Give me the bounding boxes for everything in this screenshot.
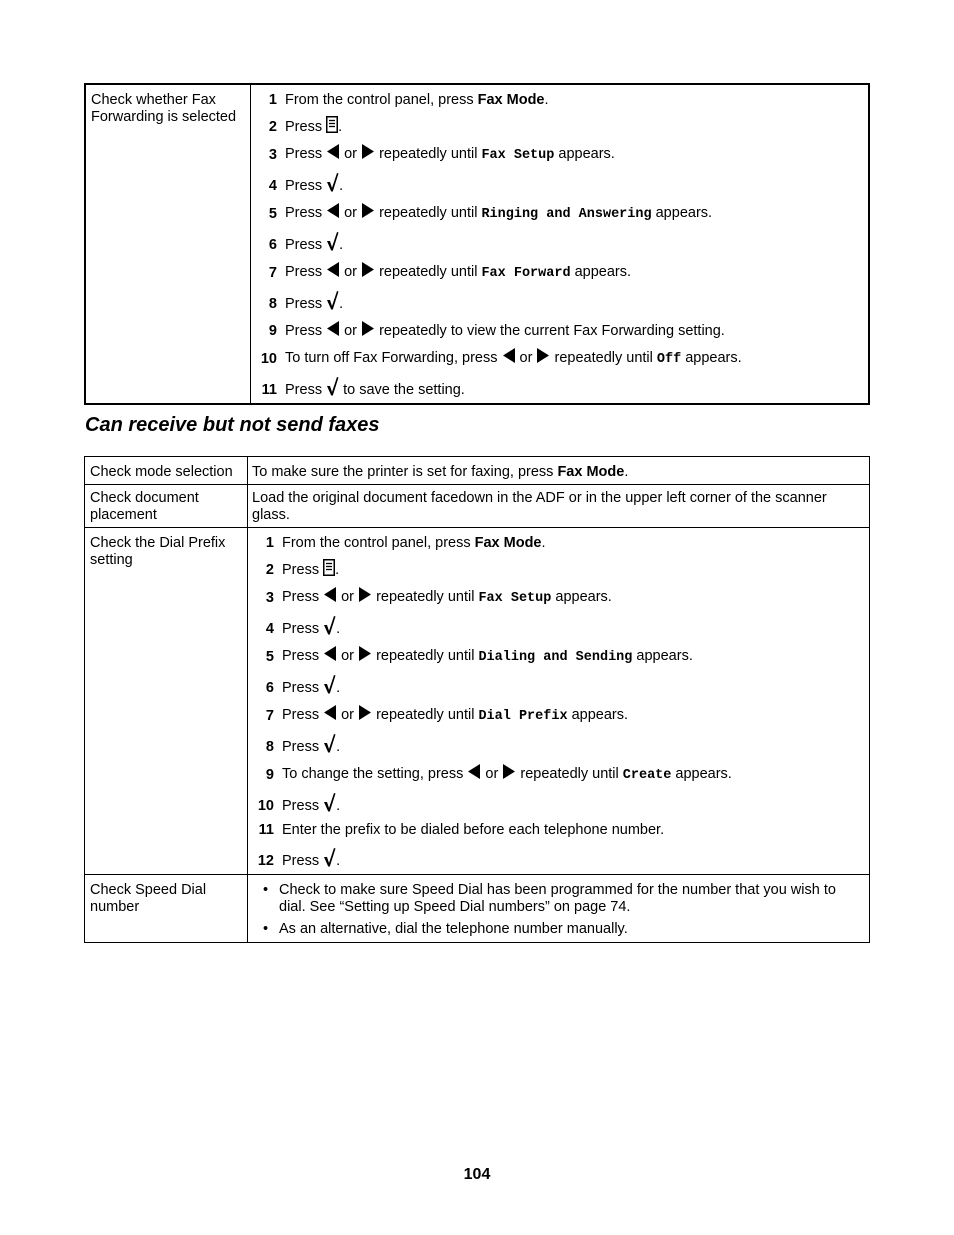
step-text: Press or repeatedly until Fax Forward appears. [285,261,864,282]
step-item [252,733,865,756]
step-item [255,376,864,399]
step-item [255,202,864,223]
mode-text: To make sure the printer is set for faxing, press Fax Mode. [248,457,870,485]
step-number: 8 [268,296,277,312]
step-item [252,559,865,579]
right-arrow-icon [361,320,375,337]
step-number: 11 [258,822,274,838]
step-item [252,535,865,552]
left-arrow-icon [323,586,337,603]
step-item [255,92,864,109]
checkmark-icon [323,733,336,753]
step-text: From the control panel, press Fax Mode. [285,92,549,108]
display-text: Fax Setup [478,591,552,606]
step-item [252,674,865,697]
step-item [255,231,864,254]
step-number: 9 [268,323,277,339]
checkmark-icon [326,231,339,251]
left-arrow-icon [326,261,340,278]
left-arrow-icon [323,704,337,721]
section-heading: Can receive but not send faxes [85,414,380,436]
step-item [252,586,865,607]
row-label-speed-dial: Check Speed Dial number [85,875,248,943]
step-item [255,290,864,313]
right-arrow-icon [361,261,375,278]
right-arrow-icon [358,586,372,603]
step-text: To turn off Fax Forwarding, press or repeatedly until Off appears. [285,347,864,368]
display-text: Dialing and Sending [478,650,633,665]
step-number: 12 [257,853,274,869]
steps-list [252,535,865,870]
step-item [255,347,864,368]
step-item [252,792,865,815]
step-text: To change the setting, press or repeatedly until Create appears. [282,763,865,784]
steps-cell [251,84,870,404]
step-item [255,116,864,136]
step-text: Press . [282,674,865,697]
row-label-placement: Check document placement [85,485,248,528]
left-arrow-icon [323,645,337,662]
step-number: 3 [268,147,277,163]
bullet-item [252,921,865,938]
button-name: Fax Mode [557,464,625,480]
step-number: 5 [268,206,277,222]
row-label-fax-forwarding: Check whether Fax Forwarding is selected [85,84,251,404]
right-arrow-icon [536,347,550,364]
right-arrow-icon [358,704,372,721]
step-text: Press or repeatedly until Fax Setup appears. [285,143,864,164]
step-item [252,704,865,725]
step-text: Press . [285,116,864,136]
checkmark-icon [323,615,336,635]
right-arrow-icon [361,143,375,160]
step-text: Press . [282,733,865,756]
cannot-send-table [84,456,870,943]
step-item [252,645,865,666]
step-text: Press or repeatedly until Fax Setup appears. [282,586,865,607]
page-number: 104 [463,1166,491,1183]
display-text: Fax Setup [481,148,555,163]
right-arrow-icon [358,645,372,662]
step-text: Press . [285,172,864,195]
step-number: 7 [268,265,277,281]
step-number: 4 [265,621,274,637]
checkmark-icon [326,290,339,310]
step-item [255,143,864,164]
step-number: 10 [260,351,277,367]
step-text: Press or repeatedly until Ringing and Answering appears. [285,202,864,223]
step-number: 8 [265,739,274,755]
steps-list [255,92,864,399]
checkmark-icon [323,847,336,867]
checkmark-icon [326,172,339,192]
right-arrow-icon [502,763,516,780]
step-number: 6 [268,237,277,253]
step-number: 11 [261,382,277,398]
bullet-text: Check to make sure Speed Dial has been programmed for the number that you wish to dial. See “Setting up Speed Dial numbers” on page 74. [279,882,836,915]
bullet-dot: • [262,921,269,937]
step-text: Press . [282,847,865,870]
step-number: 5 [265,649,274,665]
step-item [255,172,864,195]
step-item [255,320,864,340]
placement-text: Load the original document facedown in the ADF or in the upper left corner of the scanner glass. [248,485,870,528]
bullet-item [252,882,865,916]
checkmark-icon [323,674,336,694]
step-text: Press . [282,792,865,815]
menu-icon [326,116,338,133]
step-number: 9 [265,767,274,783]
left-arrow-icon [502,347,516,364]
step-text: From the control panel, press Fax Mode. [282,535,546,551]
step-number: 2 [265,562,274,578]
step-number: 6 [265,680,274,696]
step-number: 3 [265,590,274,606]
display-text: Off [656,352,682,367]
right-arrow-icon [361,202,375,219]
step-text: Press or repeatedly until Dialing and Sending appears. [282,645,865,666]
left-arrow-icon [326,320,340,337]
step-text: Enter the prefix to be dialed before each telephone number. [282,822,665,838]
step-text: Press . [282,559,865,579]
display-text: Create [622,768,672,783]
step-item [252,847,865,870]
step-number: 7 [265,708,274,724]
display-text: Ringing and Answering [481,207,652,222]
bullet-dot: • [262,882,269,898]
step-number: 10 [257,798,274,814]
step-number: 2 [268,119,277,135]
checkmark-icon [323,792,336,812]
steps-cell [248,528,870,875]
left-arrow-icon [326,143,340,160]
step-item [252,763,865,784]
checkmark-icon [326,376,339,396]
step-text: Press . [285,290,864,313]
step-text: Press . [282,615,865,638]
fax-forwarding-table [84,83,870,405]
menu-icon [323,559,335,576]
step-item [252,615,865,638]
row-label-mode: Check mode selection [85,457,248,485]
step-text: Press or repeatedly to view the current Fax Forwarding setting. [285,320,864,340]
step-item [252,822,865,839]
bullet-list [252,882,865,938]
step-number: 1 [268,92,277,108]
button-name: Fax Mode [474,535,542,551]
display-text: Fax Forward [481,266,571,281]
step-number: 1 [265,535,274,551]
button-name: Fax Mode [477,92,545,108]
step-text: Press to save the setting. [285,376,864,399]
bullet-text: As an alternative, dial the telephone number manually. [279,921,628,937]
row-label-dial-prefix: Check the Dial Prefix setting [85,528,248,875]
bullets-cell [248,875,870,943]
left-arrow-icon [467,763,481,780]
display-text: Dial Prefix [478,709,568,724]
left-arrow-icon [326,202,340,219]
step-text: Press or repeatedly until Dial Prefix appears. [282,704,865,725]
step-item [255,261,864,282]
step-text: Press . [285,231,864,254]
step-number: 4 [268,178,277,194]
